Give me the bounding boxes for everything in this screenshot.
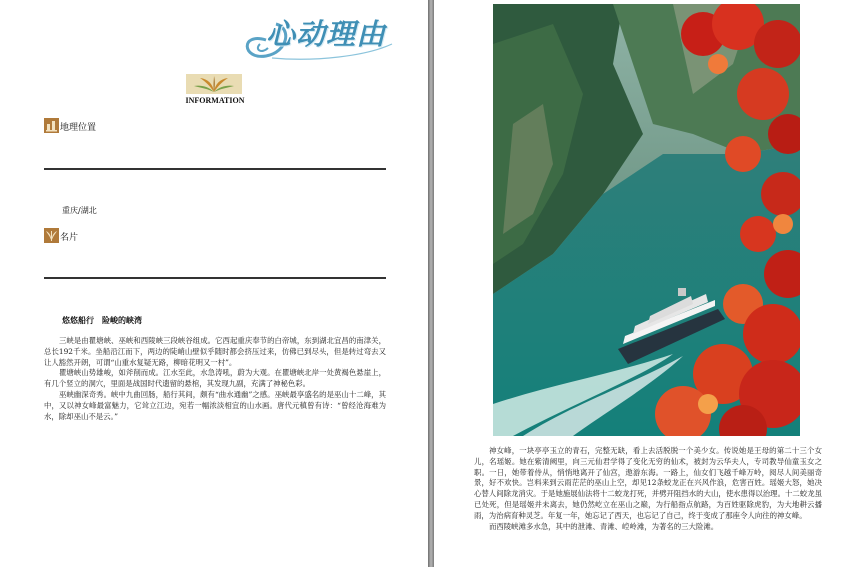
paragraph: 而西陵峡滩多水急，其中的泄滩、青滩、崆岭滩，为著名的三大险滩。 <box>489 521 719 531</box>
article-subheading: 悠悠船行 险峻的峡湾 <box>62 315 142 325</box>
left-article-body <box>44 336 386 422</box>
right-article-body <box>474 446 822 532</box>
information-emblem <box>186 74 242 94</box>
location-icon <box>44 118 59 133</box>
divider-rule <box>44 277 386 279</box>
information-label: INFORMATION <box>185 96 245 105</box>
paragraph: 瞿塘峡山势雄峻，如斧削而成。江水至此，水急涛吼，蔚为大观。在瞿塘峡北岸一处黄褐色悬崖上，有几个竖立的洞穴，里面是战国时代遗留的悬棺，其发现九副，充满了神秘色彩。 <box>44 368 386 389</box>
page-title: 心动理由 <box>266 17 387 51</box>
right-page <box>434 0 861 567</box>
section-location <box>44 118 96 133</box>
three-gorges-photo <box>493 4 800 436</box>
location-label: 地理位置 <box>60 123 97 133</box>
location-value: 重庆/湖北 <box>62 206 97 215</box>
paragraph: 神女峰，一块亭亭玉立的青石，完整无缺，看上去活脱脱一个美少女。传说她是王母的第二十三个女儿，名瑶姬。她在紫清阙里，向三元仙君学得了变化无穷的仙术，被封为云华夫人，专司教导仙童玉女之职。一日，她带着侍从，悄悄地离开了仙宫，遨游东海。一路上，仙女们飞越千峰万岭，阅尽人间美丽奇景，好不欢快。岂料来到云雨茫茫的巫山上空，却见12条蛟龙正在兴风作浪，危害百姓。瑶姬大怒，她决心替人间除龙消灾。于是她施展仙法将十二蛟龙打死，并劈开阻挡水的大山，使水患得以治理。十二蛟龙虽已处死，但是瑶姬并未离去，她仍然屹立在巫山之巅，为行船指点航路，为百姓驱除虎豹，为大地耕云播雨，为治病育种灵芝。年复一年，她忘记了西天，也忘记了自己，终于变成了那座令人向往的神女峰。 <box>474 446 822 520</box>
leaf-icon <box>44 228 59 243</box>
card-label: 名片 <box>60 233 79 243</box>
paragraph: 三峡是由瞿塘峡、巫峡和西陵峡三段峡谷组成。它西起重庆奉节的白帝城，东到湖北宜昌的南津关，总长192千米。坐船沿江而下，两边的陡峭山壁似乎随时都会挤压过来，仿佛已到尽头，但是转过弯去又让人豁然开朗，可谓“山重水复疑无路，柳暗花明又一村”。 <box>44 336 386 367</box>
divider-rule <box>44 168 386 170</box>
paragraph: 巫峡幽深奇秀。峡中九曲回肠，船行其间，颇有“曲水通幽”之感。巫峡最享盛名的是巫山十二峰，其中，又以神女峰最富魅力，它耸立江边，宛若一幅浓淡相宜的山水画。唐代元稹曾有诗：“曾经沧海难为水，除却巫山不是云。” <box>44 389 386 421</box>
section-card <box>44 228 78 243</box>
left-page <box>0 0 428 567</box>
